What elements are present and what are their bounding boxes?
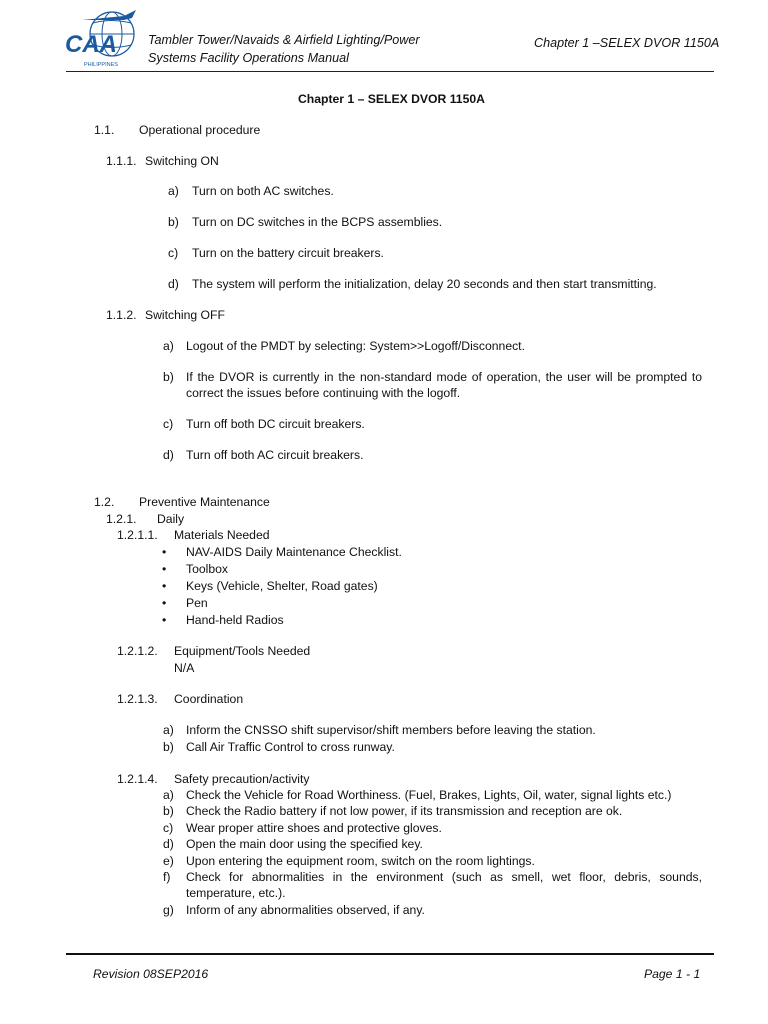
list-item-text: Upon entering the equipment room, switch on the room lightings. [186,854,535,868]
bullet-item: Keys (Vehicle, Shelter, Road gates) [186,579,378,593]
list-item-text: If the DVOR is currently in the non-standard mode of operation, the user will be prompted to correct the issues before continuing with the logoff. [186,370,702,400]
bullet-item: Hand-held Radios [186,613,284,627]
list-item-letter: c) [163,821,174,835]
logo-text: CAA [65,31,117,58]
section-1-2-1-number: 1.2.1. [106,512,137,526]
list-item-letter: d) [163,448,174,462]
list-item-text: Check for abnormalities in the environment (such as smell, wet floor, debris, sounds, temperature, etc.). [186,870,702,900]
section-1-2-1-2-number: 1.2.1.2. [117,644,158,658]
header-divider [66,71,714,72]
page-number: Page 1 - 1 [644,967,701,981]
list-item-letter: c) [163,417,174,431]
list-item-text: Turn off both AC circuit breakers. [186,448,364,462]
list-item-text: Open the main door using the specified key. [186,837,423,851]
list-item-letter: b) [163,370,174,384]
list-item-letter: b) [163,804,174,818]
section-1-2-title: Preventive Maintenance [139,495,270,509]
footer-divider [66,953,714,955]
list-item-letter: d) [168,277,179,291]
chapter-title: Chapter 1 – SELEX DVOR 1150A [298,92,485,106]
list-item-text: Turn on DC switches in the BCPS assemblies. [192,215,443,229]
list-item-letter: a) [163,788,174,802]
list-item-letter: e) [163,854,174,868]
list-item-letter: a) [163,339,174,353]
list-item-letter: b) [168,215,179,229]
section-1-1-title: Operational procedure [139,123,261,137]
list-item-letter: d) [163,837,174,851]
list-item-letter: f) [163,870,171,884]
section-1-2-1-1-title: Materials Needed [174,528,270,542]
bullet-icon: • [162,613,167,627]
list-item-text: Call Air Traffic Control to cross runway. [186,740,395,754]
section-1-2-1-title: Daily [157,512,185,526]
list-item-letter: a) [163,723,174,737]
revision-label: Revision 08SEP2016 [93,967,209,981]
manual-title: Tambler Tower/Navaids & Airfield Lighting/Power Systems Facility Operations Manual [148,33,420,65]
list-item-text: Logout of the PMDT by selecting: System>>Logoff/Disconnect. [186,339,525,353]
list-item-text: Check the Vehicle for Road Worthiness. (Fuel, Brakes, Lights, Oil, water, signal lights etc.) [186,788,672,802]
list-item-text: Wear proper attire shoes and protective gloves. [186,821,442,835]
list-item-text: Inform the CNSSO shift supervisor/shift members before leaving the station. [186,723,596,737]
bullet-icon: • [162,562,167,576]
list-item-letter: g) [163,903,174,917]
list-item-letter: a) [168,184,179,198]
section-1-1-number: 1.1. [94,123,115,137]
bullet-icon: • [162,545,167,559]
list-item-text: Inform of any abnormalities observed, if any. [186,903,425,917]
list-item-text: Check the Radio battery if not low power, if its transmission and reception are ok. [186,804,623,818]
chapter-reference: Chapter 1 –SELEX DVOR 1150A [534,36,720,50]
bullet-item: Toolbox [186,562,229,576]
section-1-1-1-title: Switching ON [145,154,219,168]
section-1-2-1-1-number: 1.2.1.1. [117,528,158,542]
list-item-letter: b) [163,740,174,754]
list-item-text: Turn on the battery circuit breakers. [192,246,384,260]
logo-subtext: PHILIPPINES [84,62,118,68]
section-1-2-1-4-title: Safety precaution/activity [174,772,310,786]
caa-logo [62,8,144,70]
list-item-letter: c) [168,246,179,260]
section-1-2-number: 1.2. [94,495,115,509]
section-1-2-1-3-title: Coordination [174,692,244,706]
section-1-2-1-2-title: Equipment/Tools Needed [174,644,311,658]
section-1-2-1-2-value: N/A [174,661,195,675]
section-1-1-2-number: 1.1.2. [106,308,137,322]
bullet-icon: • [162,579,167,593]
bullet-item: Pen [186,596,208,610]
list-item-text: The system will perform the initialization, delay 20 seconds and then start transmitting. [192,277,657,291]
list-item-text: Turn off both DC circuit breakers. [186,417,365,431]
bullet-item: NAV-AIDS Daily Maintenance Checklist. [186,545,402,559]
list-item-text: Turn on both AC switches. [192,184,334,198]
section-1-1-1-number: 1.1.1. [106,154,137,168]
section-1-1-2-title: Switching OFF [145,308,225,322]
section-1-2-1-3-number: 1.2.1.3. [117,692,158,706]
section-1-2-1-4-number: 1.2.1.4. [117,772,158,786]
bullet-icon: • [162,596,167,610]
